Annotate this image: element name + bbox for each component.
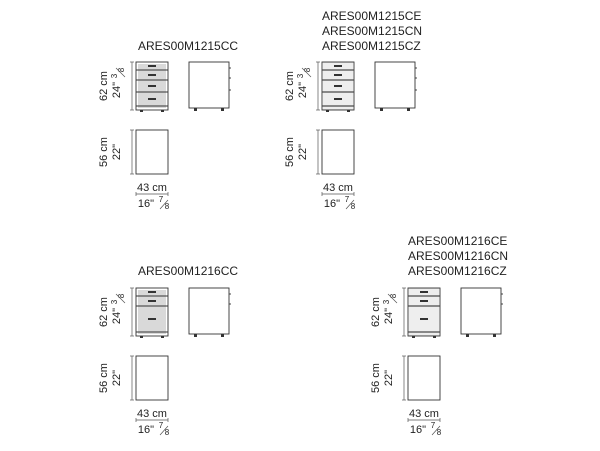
cabinet-side-outline	[375, 62, 415, 108]
depth-cm-label: 56 cm	[370, 363, 382, 393]
depth-dimension	[98, 130, 134, 174]
product-code: ARES00M1215CZ	[322, 39, 421, 53]
width-fraction-denominator: 8	[436, 428, 442, 437]
width-inch-label: 16"	[323, 198, 341, 210]
front-view	[408, 288, 440, 338]
height-cm-label: 62 cm	[370, 297, 382, 327]
height-inch-label: 24"	[111, 81, 123, 99]
height-cm-label: 62 cm	[98, 297, 110, 327]
side-view	[189, 62, 231, 111]
depth-inch-label: 22"	[111, 143, 123, 161]
cabinet-group-2	[284, 9, 422, 211]
drawer-handle	[148, 65, 156, 67]
depth-cm-label: 56 cm	[98, 363, 110, 393]
product-code: ARES00M1215CC	[138, 39, 239, 53]
drawer-handle	[148, 98, 156, 100]
caster	[433, 336, 436, 338]
height-dimension	[98, 62, 134, 110]
drawer-handle	[334, 65, 342, 67]
caster	[493, 334, 496, 337]
front-view	[322, 62, 354, 112]
width-fraction-numerator: 7	[430, 421, 436, 430]
caster	[380, 108, 383, 111]
depth-inch-label: 22"	[297, 143, 309, 161]
height-inch-label: 24"	[111, 307, 123, 325]
caster	[140, 336, 143, 338]
drawer-handle	[420, 300, 428, 302]
cabinet-group-4	[370, 234, 508, 437]
drawer-handle	[148, 85, 156, 87]
caster	[347, 110, 350, 112]
drawer-handle	[148, 318, 156, 320]
caster	[221, 108, 224, 111]
width-inch-label: 16"	[409, 424, 427, 436]
height-fraction-numerator: 3	[296, 73, 305, 79]
caster	[221, 334, 224, 337]
height-dimension	[284, 62, 320, 110]
drawer-handle	[420, 318, 428, 320]
width-fraction-numerator: 7	[158, 421, 164, 430]
front-view	[136, 288, 168, 338]
drawer-handle	[148, 74, 156, 76]
drawer-handle	[334, 98, 342, 100]
height-cm-label: 62 cm	[98, 71, 110, 101]
height-inch-label: 24"	[297, 81, 309, 99]
width-fraction-denominator: 8	[350, 202, 356, 211]
height-fraction-denominator: 8	[389, 293, 398, 299]
side-view	[375, 62, 417, 111]
cabinet-group-1	[98, 39, 238, 211]
cabinet-top-outline	[408, 356, 440, 400]
width-cm-label: 43 cm	[323, 182, 353, 194]
width-cm-label: 43 cm	[409, 408, 439, 420]
depth-dimension	[370, 356, 406, 400]
depth-dimension	[98, 356, 134, 400]
top-view	[408, 356, 440, 400]
depth-inch-label: 22"	[383, 369, 395, 387]
product-code: ARES00M1216CC	[138, 264, 239, 278]
width-inch-label: 16"	[137, 424, 155, 436]
caster	[161, 110, 164, 112]
height-inch-label: 24"	[383, 307, 395, 325]
top-view	[136, 356, 168, 400]
caster	[466, 334, 469, 337]
width-inch-label: 16"	[137, 198, 155, 210]
width-fraction-denominator: 8	[164, 202, 170, 211]
side-view	[461, 288, 503, 337]
height-cm-label: 62 cm	[284, 71, 296, 101]
drawer-handle	[420, 291, 428, 293]
width-dimension	[136, 182, 170, 211]
caster	[407, 108, 410, 111]
cabinet-group-3	[98, 264, 238, 437]
product-code: ARES00M1215CN	[322, 24, 423, 38]
caster	[194, 334, 197, 337]
cabinet-front-fill	[138, 290, 166, 334]
drawer-handle	[334, 74, 342, 76]
product-code: ARES00M1215CE	[322, 9, 422, 23]
depth-dimension	[284, 130, 320, 174]
height-fraction-numerator: 3	[110, 73, 119, 79]
cabinet-side-outline	[189, 288, 229, 334]
depth-cm-label: 56 cm	[284, 137, 296, 167]
front-view	[136, 62, 168, 112]
width-dimension	[408, 408, 442, 437]
depth-cm-label: 56 cm	[98, 137, 110, 167]
caster	[140, 110, 143, 112]
top-view	[136, 130, 168, 174]
width-fraction-numerator: 7	[344, 195, 350, 204]
side-view	[189, 288, 231, 337]
product-code: ARES00M1216CE	[408, 234, 508, 248]
height-dimension	[370, 288, 406, 336]
width-fraction-denominator: 8	[164, 428, 170, 437]
caster	[412, 336, 415, 338]
caster	[194, 108, 197, 111]
depth-inch-label: 22"	[111, 369, 123, 387]
width-dimension	[322, 182, 356, 211]
height-fraction-denominator: 8	[117, 67, 126, 73]
cabinet-top-outline	[136, 356, 168, 400]
cabinet-top-outline	[136, 130, 168, 174]
product-code: ARES00M1216CN	[408, 249, 509, 263]
cabinet-side-outline	[461, 288, 501, 334]
height-dimension	[98, 288, 134, 336]
product-code: ARES00M1216CZ	[408, 264, 507, 278]
width-cm-label: 43 cm	[137, 182, 167, 194]
caster	[161, 336, 164, 338]
drawer-handle	[334, 85, 342, 87]
drawer-handle	[148, 300, 156, 302]
height-fraction-denominator: 8	[303, 67, 312, 73]
cabinet-top-outline	[322, 130, 354, 174]
caster	[326, 110, 329, 112]
top-view	[322, 130, 354, 174]
width-cm-label: 43 cm	[137, 408, 167, 420]
cabinet-side-outline	[189, 62, 229, 108]
width-fraction-numerator: 7	[158, 195, 164, 204]
height-fraction-numerator: 3	[110, 299, 119, 305]
width-dimension	[136, 408, 170, 437]
drawer-handle	[148, 291, 156, 293]
height-fraction-denominator: 8	[117, 293, 126, 299]
height-fraction-numerator: 3	[382, 299, 391, 305]
